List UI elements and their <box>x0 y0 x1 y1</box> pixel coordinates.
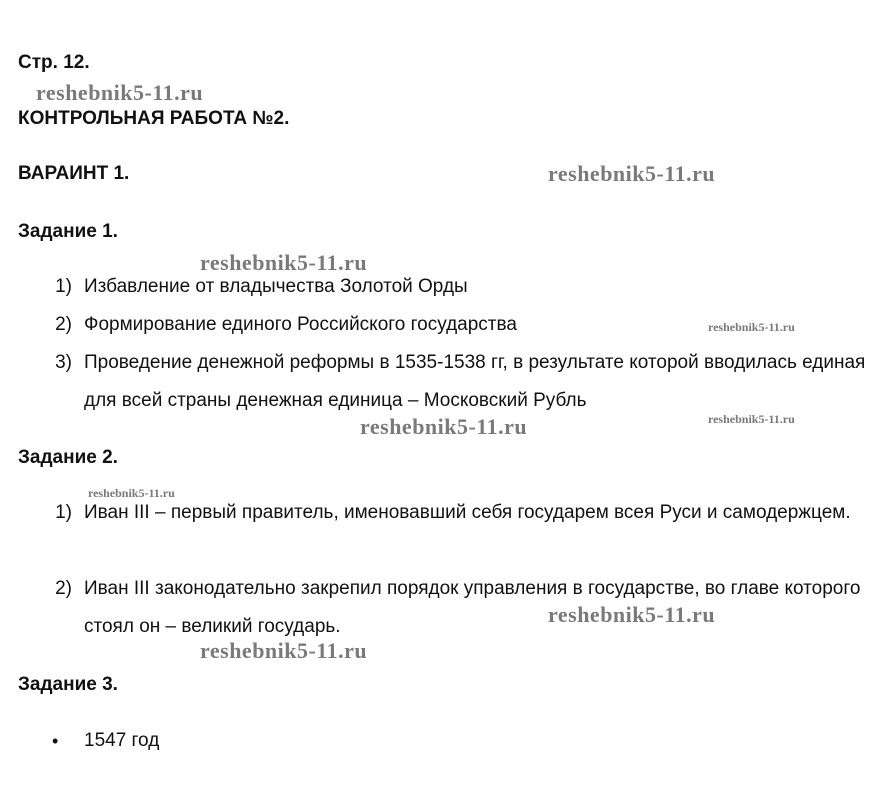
item-number: 2) <box>55 578 72 599</box>
item-number: 1) <box>55 276 72 297</box>
item-number: 1) <box>55 502 72 523</box>
item-text: Избавление от владычества Золотой Орды <box>84 276 468 297</box>
item-number: 3) <box>55 352 72 373</box>
list-item <box>46 722 866 760</box>
item-text: Проведение денежной реформы в 1535-1538 гг, в результате которой вводилась единая для всей страны денежная единица – Московский Рубль <box>84 352 866 411</box>
list-item <box>46 268 866 306</box>
bullet-icon: • <box>52 731 59 751</box>
page-title: КОНТРОЛЬНАЯ РАБОТА №2. <box>18 108 290 129</box>
watermark: reshebnik5-11.ru <box>708 412 795 426</box>
item-text: Иван III – первый правитель, именовавший себя государем всея Руси и самодержцем. <box>84 502 851 523</box>
variant-heading: ВАРАИНТ 1. <box>18 163 130 184</box>
page-label: Стр. 12. <box>18 52 90 73</box>
item-text: Формирование единого Российского государства <box>84 314 517 335</box>
watermark: reshebnik5-11.ru <box>708 320 795 334</box>
watermark: reshebnik5-11.ru <box>360 414 528 439</box>
list-item <box>46 570 866 646</box>
watermark: reshebnik5-11.ru <box>88 486 175 500</box>
task-2-heading: Задание 2. <box>18 447 118 468</box>
item-text: Иван III законодательно закрепил порядок управления в государстве, во главе которого стоял он – великий государь. <box>84 578 861 637</box>
watermark: reshebnik5-11.ru <box>200 638 368 663</box>
item-text: 1547 год <box>84 730 160 751</box>
task-1-heading: Задание 1. <box>18 221 118 242</box>
watermark: reshebnik5-11.ru <box>200 250 368 275</box>
item-number: 2) <box>55 314 72 335</box>
watermark: reshebnik5-11.ru <box>548 161 716 186</box>
list-item <box>46 344 866 420</box>
task-3-heading: Задание 3. <box>18 674 118 695</box>
watermark: reshebnik5-11.ru <box>548 602 716 627</box>
watermark: reshebnik5-11.ru <box>36 80 204 105</box>
